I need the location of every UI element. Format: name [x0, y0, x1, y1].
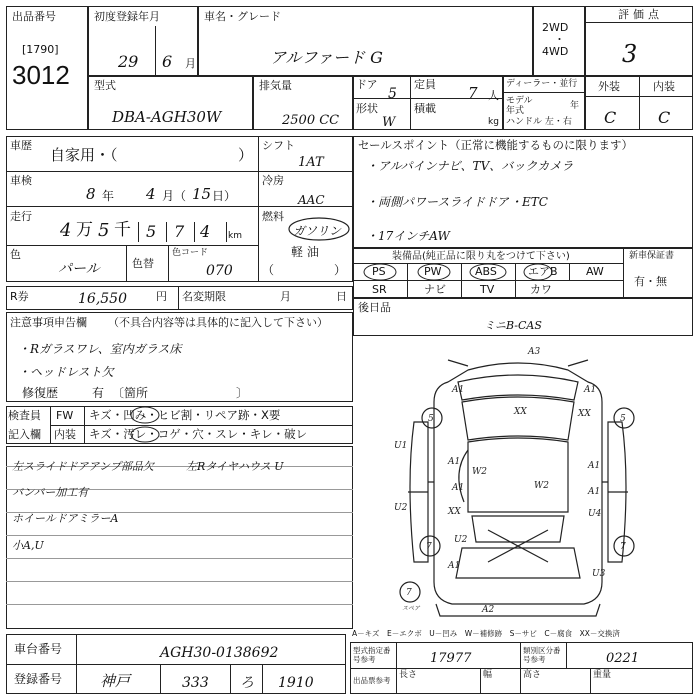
shaken-month-unit: 月（	[162, 189, 187, 203]
color-change-label: 色替	[132, 257, 154, 270]
mileage-sen: 5	[98, 220, 110, 241]
inspector-note: 左スライドドアアンプ部品欠	[12, 460, 154, 473]
inspector-fw-items: キズ・凹み・ヒビ割・リペア跡・X要	[89, 408, 281, 422]
registration-area: 神戸	[100, 672, 131, 690]
dealer-label: ディーラー・並行	[506, 79, 578, 89]
notes-line: ・ヘッドレスト欠	[18, 365, 114, 379]
repair-location: 〔箇所	[112, 386, 149, 400]
registration-number: 1910	[278, 675, 314, 691]
later-items-label: 後日品	[358, 301, 391, 314]
rating-value: 3	[622, 40, 638, 68]
damage-mark: 5	[620, 414, 626, 424]
damage-mark: 7	[620, 542, 626, 552]
load-label: 積載	[414, 102, 436, 115]
shaken-month: 4	[146, 185, 156, 203]
inspector-int-items: キズ・汚レ・コゲ・穴・スレ・キレ・破レ	[89, 427, 308, 441]
lot-ref-label: 出品票参考	[353, 676, 391, 685]
displacement-label: 排気量	[259, 79, 292, 92]
shift-label: シフト	[262, 139, 295, 152]
recycle-amount: 16,550	[78, 291, 127, 307]
equipment-label: 装備品(純正品に限り丸をつけて下さい)	[392, 251, 570, 262]
model-value: DBA-AGH30W	[112, 108, 222, 126]
damage-mark: 5	[428, 414, 434, 424]
damage-mark: XX	[578, 409, 591, 419]
warranty-value: 有・無	[634, 275, 667, 288]
damage-mark: 7	[406, 588, 412, 598]
registration-kana: ろ	[240, 675, 254, 691]
equip-navi: ナビ	[424, 283, 446, 296]
damage-mark: A3	[528, 347, 541, 357]
fuel-circle	[286, 216, 352, 242]
rating-label: 評価点	[618, 8, 663, 21]
model-year-unit: 年	[570, 101, 580, 111]
fw-dent-circle	[128, 405, 162, 425]
damage-legend: A－キズ E－エクボ U－凹み W－補修跡 S－サビ C－腐食 XX－交換済	[352, 629, 620, 638]
shaken-day-unit: 日）	[212, 189, 237, 203]
repair-close: 〕	[236, 386, 249, 400]
exterior-label: 外装	[598, 80, 620, 93]
length-label: 長さ	[399, 670, 418, 680]
mileage-man-unit: 万	[76, 220, 93, 240]
inspector-int-label: 内装	[54, 428, 76, 441]
equip-sr: SR	[372, 283, 387, 296]
car-front	[458, 375, 578, 400]
height-label: 高さ	[523, 670, 542, 680]
cert-label: 型式指定番号参考	[353, 646, 391, 664]
drive-2wd: 2WD	[542, 21, 569, 34]
mileage-digit: 5	[146, 222, 157, 241]
selling-point: ・ETC	[510, 195, 548, 209]
recycle-box	[6, 286, 353, 310]
equip-ps: PS	[372, 265, 386, 278]
first-reg-month: 6	[162, 52, 173, 71]
door-label: ドア	[356, 78, 378, 91]
first-reg-year: 29	[118, 52, 139, 71]
load-unit: kg	[488, 117, 499, 127]
notes-label: 注意事項申告欄	[10, 316, 87, 329]
aircon-value: AAC	[298, 193, 325, 207]
damage-mark: U2	[394, 503, 408, 513]
mileage-man: 4	[60, 220, 72, 241]
damage-mark: 7	[426, 542, 432, 552]
mileage-digit: 4	[200, 222, 211, 241]
fuel-light-oil: 軽 油	[291, 245, 319, 259]
history-value: 自家用・（	[50, 146, 118, 164]
registration-class: 333	[182, 675, 209, 691]
damage-mark: A1	[452, 385, 465, 395]
fuel-label: 燃料	[262, 210, 284, 223]
drive-dot: ・	[554, 33, 565, 46]
damage-mark: A1	[588, 487, 601, 497]
repair-value: 有	[92, 386, 105, 400]
inspector-note: ホイールドアミラーA	[12, 512, 119, 525]
damage-mark: U3	[592, 569, 606, 579]
lot-number: 3012	[12, 60, 70, 90]
later-items-value: ミニB-CAS	[484, 319, 542, 332]
equip-leather: カワ	[530, 283, 552, 296]
fuel-gasoline: ガソリン	[293, 224, 342, 238]
damage-mark: U1	[394, 441, 408, 451]
name-change-month: 月	[280, 290, 291, 303]
damage-mark: A2	[482, 605, 495, 615]
damage-mark: A1	[588, 461, 601, 471]
notes-line: ・Rガラスワレ、室内ガラス床	[18, 342, 182, 356]
interior-label: 内装	[653, 80, 675, 93]
car-damage-diagram	[388, 342, 648, 622]
name-change-label: 名変期限	[182, 290, 226, 303]
inspector-note: 小A,U	[12, 539, 44, 552]
aircon-label: 冷房	[262, 174, 284, 187]
history-label: 車歴	[10, 139, 32, 152]
inspector-label2: 記入欄	[8, 428, 41, 441]
capacity-value: 7	[468, 84, 478, 102]
notes-sub: （不具合内容等は具体的に記入して下さい）	[108, 316, 328, 329]
color-code-label: 色コード	[172, 248, 209, 258]
damage-mark: W2	[534, 481, 549, 491]
selling-point: ・17インチAW	[366, 229, 450, 243]
equip-pw: PW	[424, 265, 442, 278]
damage-mark: スペア	[402, 605, 421, 612]
damage-mark: U2	[454, 535, 468, 545]
class-value: 0221	[606, 651, 640, 666]
width-label: 幅	[483, 670, 493, 680]
damage-mark: XX	[448, 507, 461, 517]
damage-mark: A1	[448, 457, 461, 467]
shaken-year: 8	[86, 185, 96, 203]
car-rear-window	[472, 516, 564, 542]
first-reg-label: 初度登録年月	[94, 10, 160, 23]
damage-mark: XX	[514, 407, 527, 417]
lot-code: [1790]	[22, 43, 59, 56]
fuel-close: ）	[334, 263, 347, 277]
int-dirt-circle	[128, 425, 162, 444]
equip-circles	[353, 262, 573, 282]
displacement-value: 2500 CC	[282, 113, 340, 128]
warranty-label: 新車保証書	[629, 251, 675, 261]
history-close: ）	[238, 146, 254, 164]
chassis-label: 車台番号	[14, 642, 63, 656]
inspector-note: 左Rタイヤハウス U	[186, 460, 284, 473]
inspector-notes-box	[6, 446, 353, 629]
damage-mark: A1	[584, 385, 597, 395]
color-label: 色	[10, 248, 21, 261]
class-label: 類別区分番号参考	[523, 646, 561, 664]
shift-value: 1AT	[298, 155, 324, 170]
inspector-label1: 検査員	[8, 409, 41, 422]
recycle-label: R券	[10, 290, 29, 303]
equip-abs: ABS	[475, 265, 497, 278]
exterior-value: C	[604, 108, 617, 127]
color-code: 070	[206, 263, 233, 279]
mileage-unit: km	[228, 231, 242, 241]
mileage-sen-unit: 千	[114, 220, 131, 240]
equip-aw: AW	[586, 265, 604, 278]
drive-4wd: 4WD	[542, 45, 569, 58]
damage-mark: A1	[452, 483, 465, 493]
capacity-label: 定員	[414, 78, 436, 91]
capacity-unit: 人	[488, 89, 499, 102]
repair-label: 修復歴	[22, 386, 59, 400]
shape-value: W	[382, 115, 396, 130]
equip-airbag: エアB	[528, 265, 558, 278]
selling-point: ・両側パワースライドドア	[366, 195, 509, 209]
color-value: パール	[58, 261, 100, 277]
model-label: 型式	[94, 79, 116, 92]
model-year-label: モデル年式	[506, 96, 533, 116]
inspector-note: バンパー加工有	[12, 486, 89, 499]
car-name-label: 車名・グレード	[204, 10, 281, 23]
car-rear	[456, 548, 580, 578]
name-change-day: 日	[336, 290, 347, 303]
selling-point: ・アルパインナビ、TV、バックカメラ	[366, 159, 574, 173]
damage-mark: W2	[472, 467, 487, 477]
chassis-value: AGH30-0138692	[160, 645, 279, 661]
registration-label: 登録番号	[14, 672, 63, 686]
first-reg-month-unit: 月	[185, 57, 196, 70]
recycle-unit: 円	[156, 290, 167, 303]
shaken-year-unit: 年	[102, 189, 115, 203]
door-value: 5	[388, 86, 397, 102]
shaken-label: 車検	[10, 174, 32, 187]
mileage-digit: 7	[174, 222, 185, 241]
fuel-open: （	[262, 263, 275, 277]
shaken-day: 15	[192, 185, 212, 203]
mileage-label: 走行	[10, 210, 32, 223]
damage-mark: U4	[588, 509, 602, 519]
car-name: アルファード G	[270, 48, 383, 67]
inspector-fw-label: FW	[56, 409, 74, 422]
car-windshield	[462, 397, 574, 440]
selling-points-label: セールスポイント（正常に機能するものに限ります）	[358, 138, 633, 152]
equip-tv: TV	[480, 283, 495, 296]
cert-value: 17977	[430, 651, 472, 666]
handle-label: ハンドル 左・右	[506, 117, 572, 127]
lot-label: 出品番号	[12, 10, 56, 23]
damage-mark: A1	[448, 561, 461, 571]
interior-value: C	[658, 108, 671, 127]
shape-label: 形状	[356, 102, 378, 115]
weight-label: 重量	[593, 670, 612, 680]
